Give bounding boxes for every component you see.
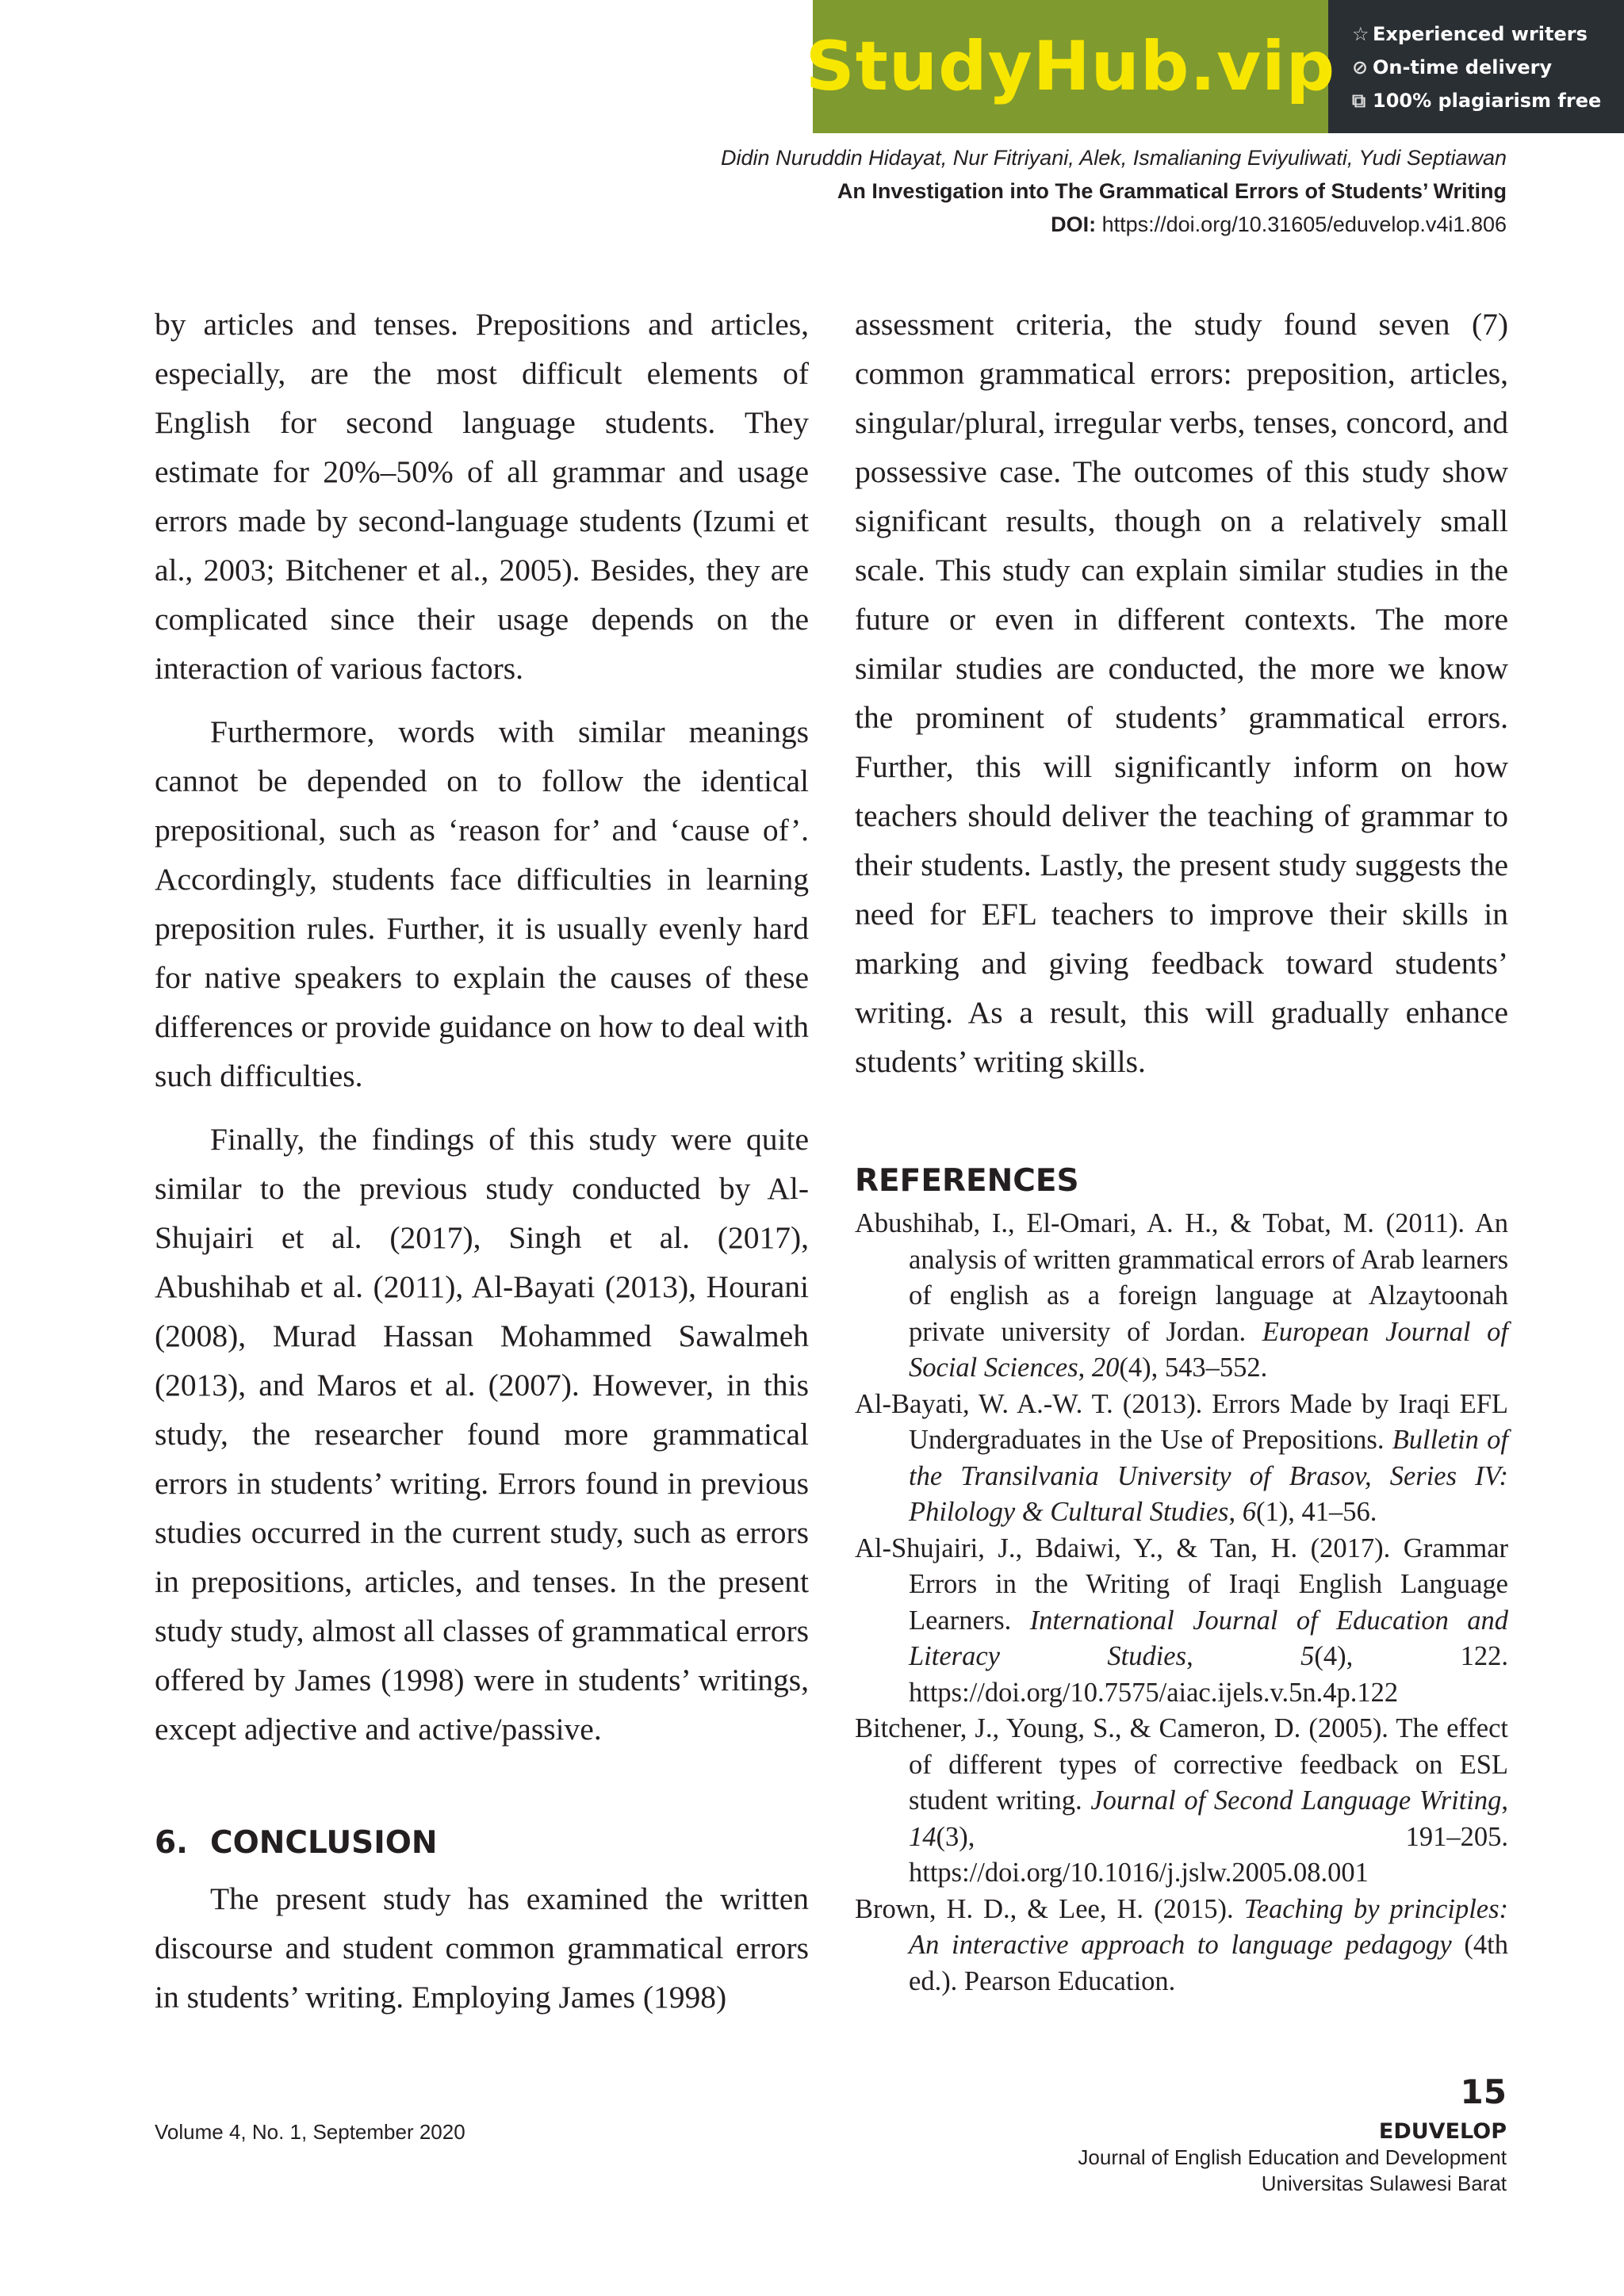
reference-entry: Al-Shujairi, J., Bdaiwi, Y., & Tan, H. (2017). Grammar Errors in the Writing of Iraqi English Language Learners. International Journal of Education and Literacy Studies, 5(4), 122. https://doi.org/10.7575/aiac.ijels.v.5n.4p.122 [855,1533,1509,1708]
reference-entry: Abushihab, I., El-Omari, A. H., & Tobat, M. (2011). An analysis of written grammatical errors of Arab learners of english as a foreign language at Alzaytoonah private university of Jordan. European Journal of Social Sciences, 20(4), 543–552. [855,1208,1508,1383]
feature-on-time-delivery [1352,51,1622,84]
paragraph: Furthermore, words with similar meanings cannot be depended on to follow the identical prepositional, such as ‘reason for’ and ‘cause of’. Accordingly, students face difficulties in learning preposition rules. Further, it is usually evenly hard for native speakers to explain the causes of these differences or provide guidance on how to deal with such difficulties. [155,714,809,1093]
copy-icon: ⧉ [1352,90,1366,112]
promo-banner[interactable] [805,0,1624,133]
section-title: CONCLUSION [210,1825,438,1861]
banner-logo-text: StudyHub.vip [805,27,1336,106]
page-number: 15 [1460,2072,1507,2111]
section-heading-conclusion [155,1823,809,1863]
footer-volume: Volume 4, No. 1, September 2020 [155,2120,465,2144]
star-icon: ☆ [1352,23,1369,45]
reference-entry: Al-Bayati, W. A.-W. T. (2013). Errors Made by Iraqi EFL Undergraduates in the Use of Prepositions. Bulletin of the Transilvania University of Brasov, Series IV: Philology & Cultural Studies, 6(1), 41–56. [855,1388,1508,1527]
paragraph: by articles and tenses. Prepositions and articles, especially, are the most difficult elements of English for second language students. They estimate for 20%–50% of all grammar and usage errors made by second-language students (Izumi et al., 2003; Bitchener et al., 2005). Besides, they are complicated since their usage depends on the interaction of various factors. [155,307,809,686]
journal-name: EDUVELOP [1378,2119,1507,2144]
feature-label: Experienced writers [1373,23,1588,45]
header-doi [721,208,1507,241]
doi-label: DOI: [1051,212,1097,236]
clock-icon: ⊘ [1352,56,1369,78]
reference-list [855,1206,1508,1999]
section-number: 6. [155,1825,188,1861]
feature-label: On-time delivery [1373,56,1553,78]
running-header [721,141,1507,241]
paragraph: The present study has examined the written discourse and student common grammatical errors in students’ writing. Employing James (1998) [155,1881,809,2015]
references-heading: REFERENCES [855,1163,1079,1199]
reference-entry: Bitchener, J., Young, S., & Cameron, D. (2005). The effect of different types of corrective feedback on ESL student writing. Journal of Second Language Writing, 14(3), 191–205. https://doi.org/10.1016/j.jslw.2005.08.001 [855,1713,1508,1888]
paragraph: Finally, the findings of this study were quite similar to the previous study conducted by Al-Shujairi et al. (2017), Singh et al. (2017), Abushihab et al. (2011), Al-Bayati (2013), Hourani (2008), Murad Hassan Mohammed Sawalmeh (2013), and Maros et al. (2007). However, in this study, the researcher found more grammatical errors in students’ writing. Errors found in previous studies occurred in the current study, such as errors in prepositions, articles, and tenses. In the present study study, almost all classes of grammatical errors offered by James (1998) were in students’ writings, except adjective and active/passive. [155,1122,809,1747]
banner-features [1352,17,1622,117]
feature-plagiarism-free [1352,84,1622,117]
university-name: Universitas Sulawesi Barat [1261,2172,1507,2195]
feature-label: 100% plagiarism free [1373,90,1602,112]
footer-journal [1078,2118,1507,2197]
left-column [155,300,809,2022]
banner-logo[interactable] [805,0,1336,133]
feature-experienced-writers [1352,17,1622,51]
reference-entry: Brown, H. D., & Lee, H. (2015). Teaching by principles: An interactive approach to language pedagogy (4th ed.). Pearson Education. [855,1893,1509,1996]
paragraph: assessment criteria, the study found seven (7) common grammatical errors: preposition, articles, singular/plural, irregular verbs, tenses, concord, and possessive case. The outcomes of this study show significant results, though on a relatively small scale. This study can explain similar studies in the future or even in different contexts. The more similar studies are conducted, the more we know the prominent of students’ grammatical errors. Further, this will significantly inform on how teachers should deliver the teaching of grammar to their students. Lastly, the present study suggests the need for EFL teachers to improve their skills in marking and giving feedback toward students’ writing. As a result, this will gradually enhance students’ writing skills. [855,307,1508,1079]
header-authors: Didin Nuruddin Hidayat, Nur Fitriyani, Alek, Ismalianing Eviyuliwati, Yudi Septiawan [721,146,1507,170]
journal-full-name: Journal of English Education and Development [1078,2145,1507,2169]
header-article-title: An Investigation into The Grammatical Errors of Students’ Writing [837,179,1507,203]
doi-link[interactable]: https://doi.org/10.31605/eduvelop.v4i1.806 [1101,212,1507,236]
right-column [855,300,1508,1999]
